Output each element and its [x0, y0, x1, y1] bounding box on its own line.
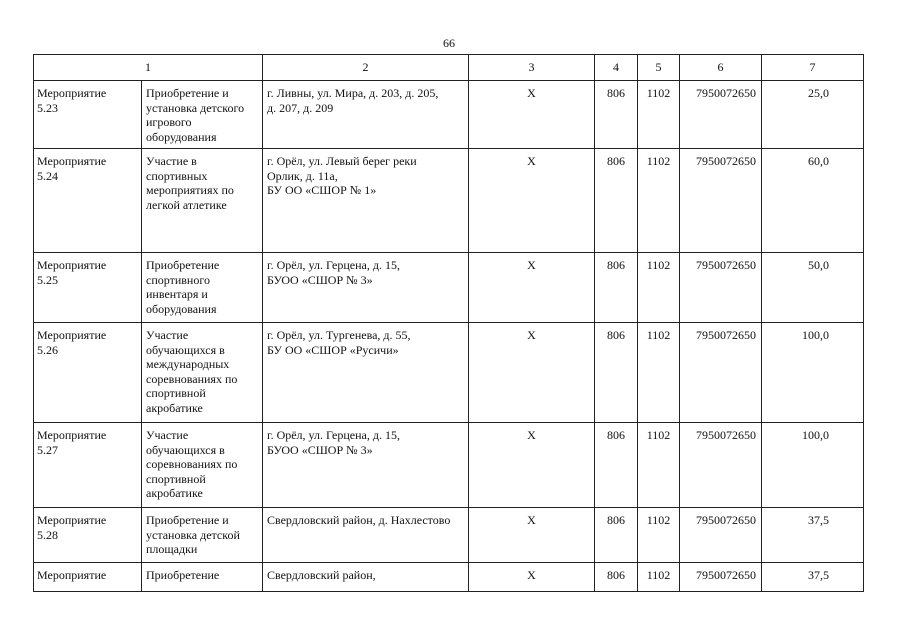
col5-cell: 1102	[638, 423, 680, 508]
budget-table	[33, 54, 864, 592]
event-cell: Мероприятие 5.26	[34, 323, 142, 423]
col7-cell: 50,0	[762, 253, 864, 323]
col7-cell: 60,0	[762, 149, 864, 253]
event-name-cell: Участие в спортивных мероприятиях по легкой атлетике	[142, 149, 263, 253]
event-name-cell: Приобретение и установка детской площадки	[142, 508, 263, 563]
address-cell: г. Орёл, ул. Тургенева, д. 55, БУ ОО «СШОР «Русичи»	[263, 323, 469, 423]
col3-cell: Х	[469, 81, 595, 149]
col3-cell: Х	[469, 253, 595, 323]
col5-cell: 1102	[638, 508, 680, 563]
col4-cell: 806	[595, 149, 638, 253]
table-row	[34, 563, 864, 592]
col6-cell: 7950072650	[680, 149, 762, 253]
col5-cell: 1102	[638, 323, 680, 423]
col7-cell: 100,0	[762, 323, 864, 423]
address-cell: г. Ливны, ул. Мира, д. 203, д. 205, д. 207, д. 209	[263, 81, 469, 149]
header-col-3: 3	[469, 55, 595, 81]
col5-cell: 1102	[638, 149, 680, 253]
col6-cell: 7950072650	[680, 323, 762, 423]
col4-cell: 806	[595, 253, 638, 323]
event-name-cell: Приобретение и установка детского игрового оборудования	[142, 81, 263, 149]
col5-cell: 1102	[638, 81, 680, 149]
event-cell: Мероприятие 5.27	[34, 423, 142, 508]
col4-cell: 806	[595, 81, 638, 149]
col6-cell: 7950072650	[680, 563, 762, 592]
header-col-5: 5	[638, 55, 680, 81]
address-cell: г. Орёл, ул. Левый берег реки Орлик, д. 11а, БУ ОО «СШОР № 1»	[263, 149, 469, 253]
header-col-2: 2	[263, 55, 469, 81]
col4-cell: 806	[595, 563, 638, 592]
event-cell: Мероприятие 5.25	[34, 253, 142, 323]
event-name-cell: Приобретение	[142, 563, 263, 592]
col7-cell: 25,0	[762, 81, 864, 149]
header-col-7: 7	[762, 55, 864, 81]
address-cell: г. Орёл, ул. Герцена, д. 15, БУОО «СШОР № 3»	[263, 253, 469, 323]
col4-cell: 806	[595, 423, 638, 508]
table-row	[34, 423, 864, 508]
event-cell: Мероприятие	[34, 563, 142, 592]
event-cell: Мероприятие 5.24	[34, 149, 142, 253]
col3-cell: Х	[469, 563, 595, 592]
address-cell: г. Орёл, ул. Герцена, д. 15, БУОО «СШОР № 3»	[263, 423, 469, 508]
col6-cell: 7950072650	[680, 423, 762, 508]
col7-cell: 100,0	[762, 423, 864, 508]
header-col-4: 4	[595, 55, 638, 81]
col7-cell: 37,5	[762, 563, 864, 592]
event-cell: Мероприятие 5.28	[34, 508, 142, 563]
col6-cell: 7950072650	[680, 81, 762, 149]
col6-cell: 7950072650	[680, 508, 762, 563]
address-cell: Свердловский район,	[263, 563, 469, 592]
col3-cell: Х	[469, 323, 595, 423]
event-name-cell: Участие обучающихся в международных соревнованиях по спортивной акробатике	[142, 323, 263, 423]
header-col-6: 6	[680, 55, 762, 81]
col3-cell: Х	[469, 423, 595, 508]
col5-cell: 1102	[638, 563, 680, 592]
col4-cell: 806	[595, 323, 638, 423]
address-cell: Свердловский район, д. Нахлестово	[263, 508, 469, 563]
table-row	[34, 508, 864, 563]
event-name-cell: Приобретение спортивного инвентаря и оборудования	[142, 253, 263, 323]
page-number: 66	[443, 36, 455, 50]
col5-cell: 1102	[638, 253, 680, 323]
col3-cell: Х	[469, 149, 595, 253]
col6-cell: 7950072650	[680, 253, 762, 323]
header-col-1: 1	[34, 55, 263, 81]
table-row	[34, 149, 864, 253]
table-row	[34, 81, 864, 149]
table-row	[34, 323, 864, 423]
table-row	[34, 253, 864, 323]
col3-cell: Х	[469, 508, 595, 563]
event-cell: Мероприятие 5.23	[34, 81, 142, 149]
col7-cell: 37,5	[762, 508, 864, 563]
col4-cell: 806	[595, 508, 638, 563]
event-name-cell: Участие обучающихся в соревнованиях по спортивной акробатике	[142, 423, 263, 508]
header-row	[34, 55, 864, 81]
